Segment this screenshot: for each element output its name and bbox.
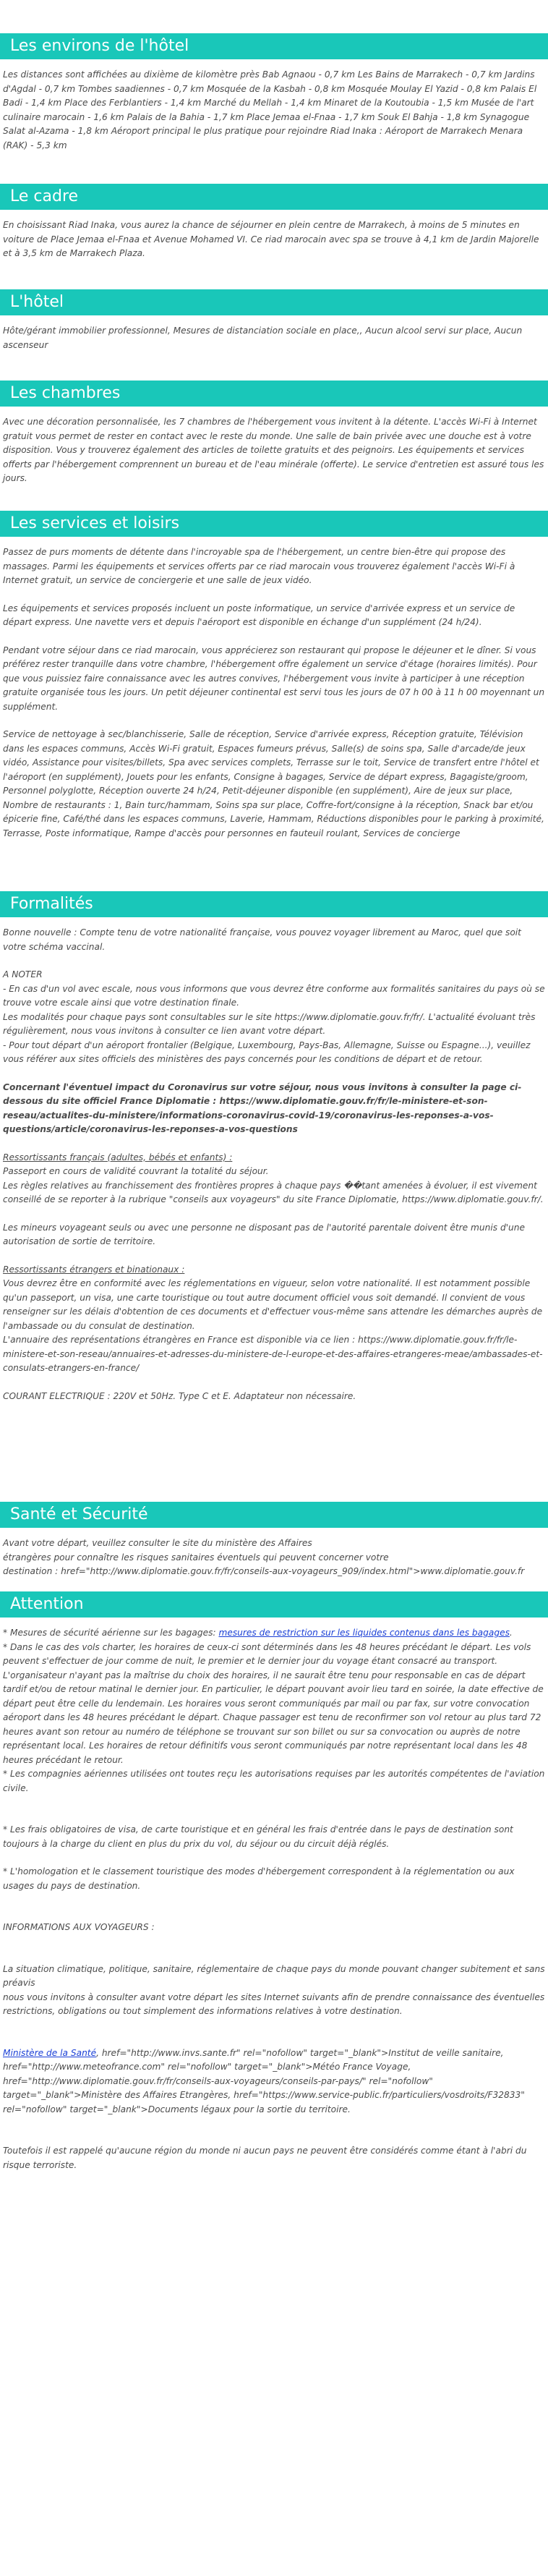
charter-text: * Dans le cas des vols charter, les horaires de ceux-ci sont déterminés dans les 48 heures précédant le départ. Les vols peuvent s'effectuer de jour comme de nuit, le premier et le dernier jour du voyage étant consacré au transport. L'organisateur n'ayant pas la maîtrise du choix des horaires, il ne saurait être tenu pour responsable en cas de départ tardif et/ou de retour matinal le dernier jour. En particulier, le départ pouvant avoir lieu tard en soirée, la date effective de départ peut être celle du lendemain. Les horaires vous seront communiqués par mail ou par fax, sur votre convocation aéroport dans les 48 heures précédant le départ. Chaque passager est tenu de reconfirmer son vol retour au plus tard 72 heures avant son retour au numéro de téléphone se trouvant sur son billet ou sur sa convocation ou auprès de notre représentant local. Les horaires de retour définitifs vous seront communiqués par notre représentant local dans les 48 heures précédant le retour. <box>3 1641 544 1765</box>
hotel-text: Hôte/gérant immobilier professionnel, Mesures de distanciation sociale en place,, Aucun alcool servi sur place, Aucun ascenseur <box>3 326 523 350</box>
attention-paragraph-1 <box>3 1626 545 1795</box>
note-line: - En cas d'un vol avec escale, nous vous informons que vous devrez être conforme aux formalités sanitaires du pays où se trouve votre escale ainsi que votre destination finale. <box>3 983 545 1008</box>
sante-text <box>0 1536 548 1579</box>
sante-line: Avant votre départ, veuillez consulter le site du ministère des Affaires <box>3 1538 312 1548</box>
situation-text <box>3 1963 545 2019</box>
section-title-cadre: Le cadre <box>0 184 548 210</box>
coronavirus-notice: Concernant l'éventuel impact du Coronavirus sur votre séjour, nous vous invitons à consulter la page ci-dessous du site officiel France Diplomatie : https://www.diplomatie.gouv.fr/fr/le-ministere-et-son-reseau/actualites-du-ministere/informations-coronavirus-covid-19/coronavirus-les-reponses-a-vos-questions/article/coronavirus-les-reponses-a-vos-questions <box>3 1081 522 1134</box>
ressortissants-line: Passeport en cours de validité couvrant la totalité du séjour. <box>3 1166 269 1176</box>
homologation-text: * L'homologation et le classement touristique des modes d'hébergement correspondent à la réglementation ou aux usages du pays de destination. <box>3 1866 515 1891</box>
section-services <box>0 511 548 841</box>
services-body <box>0 545 548 841</box>
section-formalites <box>0 891 548 1403</box>
ressortissants-line: Les règles relatives au franchissement des frontières propres à chaque pays ��tant amenées à évoluer, il est vivement conseillé de se reporter à la rubrique "conseils aux voyageurs" du site France Diplomatie, https://www.diplomatie.gouv.fr/. <box>3 1180 544 1204</box>
courant-electrique: COURANT ELECTRIQUE : 220V et 50Hz. Type C et E. Adaptateur non nécessaire. <box>3 1390 356 1401</box>
section-sante <box>0 1502 548 1579</box>
attention-line1-suffix: . <box>509 1628 513 1638</box>
formalites-body <box>0 926 548 1403</box>
section-cadre <box>0 184 548 261</box>
ressortissants-etrangers <box>3 1263 545 1376</box>
section-title-hotel: L'hôtel <box>0 289 548 315</box>
section-hotel <box>0 289 548 352</box>
section-title-services: Les services et loisirs <box>0 511 548 537</box>
section-chambres <box>0 381 548 486</box>
spacer <box>3 2033 545 2046</box>
formalites-intro: Bonne nouvelle : Compte tenu de votre nationalité française, vous pouvez voyager librement au Maroc, quel que soit votre schéma vaccinal. <box>3 927 521 952</box>
attention-line1-prefix: * Mesures de sécurité aérienne sur les bagages: <box>3 1628 219 1638</box>
section-title-attention: Attention <box>0 1591 548 1618</box>
cadre-text: En choisissant Riad Inaka, vous aurez la chance de séjourner en plein centre de Marrakech, à moins de 5 minutes en voiture de Place Jemaa el-Fnaa et Avenue Mohamed VI. Ce riad marocain avec spa se trouve à 4,1 km de Jardin Majorelle et à 3,5 km de Marrakech Plaza. <box>3 220 539 258</box>
etrangers-line: L'annuaire des représentations étrangères en France est disponible via ce lien : https://www.diplomatie.gouv.fr/fr/le-ministere-et-son-reseau/annuaires-et-adresses-du-ministere-de-l-europe-et-des-affaires-etrangeres-meae/ambassades-et-consulats-etrangers-en-france/ <box>3 1335 543 1373</box>
spacer <box>3 1809 545 1823</box>
services-paragraph: Passez de purs moments de détente dans l'incroyable spa de l'hébergement, un centre bien-être qui propose des massages. Parmi les équipements et services offerts par ce riad marocain vous trouverez également l'accès Wi-Fi à Internet gratuit, un service de conciergerie et une salle de jeux vidéo. <box>3 547 515 585</box>
compagnies-text: * Les compagnies aériennes utilisées ont toutes reçu les autorisations requises par les autorités compétentes de l'aviation civile. <box>3 1769 545 1793</box>
note-line: - Pour tout départ d'un aéroport frontalier (Belgique, Luxembourg, Pays-Bas, Allemagne, Suisse ou Espagne...), veuillez vous référer aux sites officiels des ministères des pays concernés pour les conditions de départ et de retour. <box>3 1040 531 1064</box>
spacer <box>3 2130 545 2144</box>
terrorisme-text: Toutefois il est rappelé qu'aucune région du monde ni aucun pays ne peuvent être considérés comme étant à l'abri du risque terroriste. <box>3 2146 527 2170</box>
visa-fees-text: * Les frais obligatoires de visa, de carte touristique et en général les frais d'entrée dans le pays de destination sont toujours à la charge du client en plus du prix du vol, du séjour ou du circuit déjà réglés. <box>3 1824 513 1849</box>
environs-text: Les distances sont affichées au dixième de kilomètre près Bab Agnaou - 0,7 km Les Bains de Marrakech - 0,7 km Jardins d'Agdal - 0,7 km Tombes saadiennes - 0,7 km Mosquée de la Kasbah - 0,8 km Mosquée Moulay El Yazid - 0,8 km Palais El Badi - 1,4 km Place des Ferblantiers - 1,4 km Marché du Mellah - 1,4 km Minaret de la Koutoubia - 1,5 km Musée de l'art culinaire marocain - 1,6 km Palais de la Bahia - 1,7 km Place Jemaa el-Fnaa - 1,7 km Souk El Bahja - 1,8 km Synagogue Salat al-Azama - 1,8 km Aéroport principal le plus pratique pour rejoindre Riad Inaka : Aéroport de Marrakech Menara (RAK) - 5,3 km <box>3 69 537 150</box>
spacer <box>3 1907 545 1921</box>
chambres-text: Avec une décoration personnalisée, les 7 chambres de l'hébergement vous invitent à la détente. L'accès Wi-Fi à Internet gratuit vous permet de rester en contact avec le reste du monde. Une salle de bain privée avec une douche est à votre disposition. Vous y trouverez également des articles de toilette gratuits et des peignoirs. Les équipements et services offerts par l'hébergement comprennent un bureau et de l'eau minérale (offerte). Le service d'entretien est assuré tous les jours. <box>3 417 544 483</box>
section-title-environs: Les environs de l'hôtel <box>0 33 548 59</box>
services-paragraph: Service de nettoyage à sec/blanchisserie, Salle de réception, Service d'arrivée express, Réception gratuite, Télévision dans les espaces communs, Accès Wi-Fi gratuit, Espaces fumeurs prévus, Salle(s) de soins spa, Salle d'arcade/de jeux vidéo, Assistance pour visites/billets, Spa avec services complets, Terrasse sur le toit, Service de transfert entre l'hôtel et l'aéroport (en supplément), Jouets pour les enfants, Consigne à bagages, Service de départ express, Bagagiste/groom, Personnel polyglotte, Réception ouverte 24 h/24, Petit-déjeuner disponible (en supplément), Aire de jeux sur place, Nombre de restaurants : 1, Bain turc/hammam, Soins spa sur place, Coffre-fort/consigne à la réception, Snack bar et/ou épicerie fine, Café/thé dans les espaces communs, Laverie, Hammam, Réductions disponibles pour le parking à proximité, Terrasse, Poste informatique, Rampe d'accès pour personnes en fauteuil roulant, Services de concierge <box>3 729 544 838</box>
note-line: Les modalités pour chaque pays sont consultables sur le site https://www.diplomatie.gouv.fr/fr/. L'actualité évoluant très régulièrement, nous vous invitons à consulter ce lien avant votre départ. <box>3 1011 536 1036</box>
ministere-sante-link[interactable]: Ministère de la Santé <box>3 2047 97 2058</box>
section-title-sante: Santé et Sécurité <box>0 1502 548 1528</box>
informations-voyageurs: INFORMATIONS AUX VOYAGEURS : <box>3 1922 155 1932</box>
liquids-restriction-link[interactable]: mesures de restriction sur les liquides contenus dans les bagages <box>218 1628 510 1638</box>
sante-line: destination : href="http://www.diplomatie.gouv.fr/fr/conseils-aux-voyageurs_909/index.html">www.diplomatie.gouv.fr <box>3 1566 525 1576</box>
spacer <box>3 1949 545 1963</box>
sante-line: étrangères pour connaître les risques sanitaires éventuels qui peuvent concerner votre <box>3 1552 389 1563</box>
services-paragraph: Les équipements et services proposés incluent un poste informatique, un service d'arrivée express et un service de départ express. Une navette vers et depuis l'aéroport est disponible en échange d'un supplément (24 h/24). <box>3 603 515 627</box>
section-environs <box>0 33 548 153</box>
ressortissants-francais-heading: Ressortissants français (adultes, bébés et enfants) : <box>3 1152 233 1162</box>
situation-line: La situation climatique, politique, sanitaire, réglementaire de chaque pays du monde pouvant changer subitement et sans préavis <box>3 1963 545 1988</box>
section-title-chambres: Les chambres <box>0 381 548 407</box>
mineurs-text: Les mineurs voyageant seuls ou avec une personne ne disposant pas de l'autorité parentale doivent être munis d'une autorisation de sortie de territoire. <box>3 1222 526 1246</box>
attention-body <box>0 1626 548 2172</box>
useful-links-text <box>3 2046 545 2117</box>
section-title-formalites: Formalités <box>0 891 548 917</box>
situation-line: nous vous invitons à consulter avant votre départ les sites Internet suivants afin de prendre connaissance des éventuelles restrictions, obligations ou tout simplement des informations relatives à votre destination. <box>3 1991 545 2016</box>
note-line: A NOTER <box>3 969 43 979</box>
ressortissants-francais <box>3 1151 545 1207</box>
formalites-note <box>3 968 545 1067</box>
useful-links-rest: , href="http://www.invs.sante.fr" rel="nofollow" target="_blank">Institut de veille sanitaire, href="http://www.meteofrance.com" rel="nofollow" target="_blank">Météo France Voyage, href="http://www.diplomatie.gouv.fr/fr/conseils-aux-voyageurs/conseils-par-pays/" rel="nofollow" target="_blank">Ministère des Affaires Etrangères, href="https://www.service-public.fr/particuliers/vosdroits/F32833" rel="nofollow" target="_blank">Documents légaux pour la sortie du territoire. <box>3 2047 525 2114</box>
ressortissants-etrangers-heading: Ressortissants étrangers et binationaux : <box>3 1264 185 1275</box>
etrangers-line: Vous devrez être en conformité avec les réglementations en vigueur, selon votre nationalité. Il est notamment possible qu'un passeport, un visa, une carte touristique ou tout autre document officiel vous soit demandé. Il convient de vous renseigner sur les délais d'obtention de ces documents et d'effectuer vous-même sans attendre les démarches auprès de l'ambassade ou du consulat de destination. <box>3 1278 543 1331</box>
section-attention <box>0 1591 548 2172</box>
services-paragraph: Pendant votre séjour dans ce riad marocain, vous apprécierez son restaurant qui propose le déjeuner et le dîner. Si vous préférez rester tranquille dans votre chambre, l'hébergement offre également un service d'étage (horaires limités). Pour que vous puissiez faire connaissance avec les autres convives, l'hébergement vous invite à participer à une réception gratuite organisée tous les jours. Un petit déjeuner continental est servi tous les jours de 07 h 00 à 11 h 00 moyennant un supplément. <box>3 645 545 712</box>
